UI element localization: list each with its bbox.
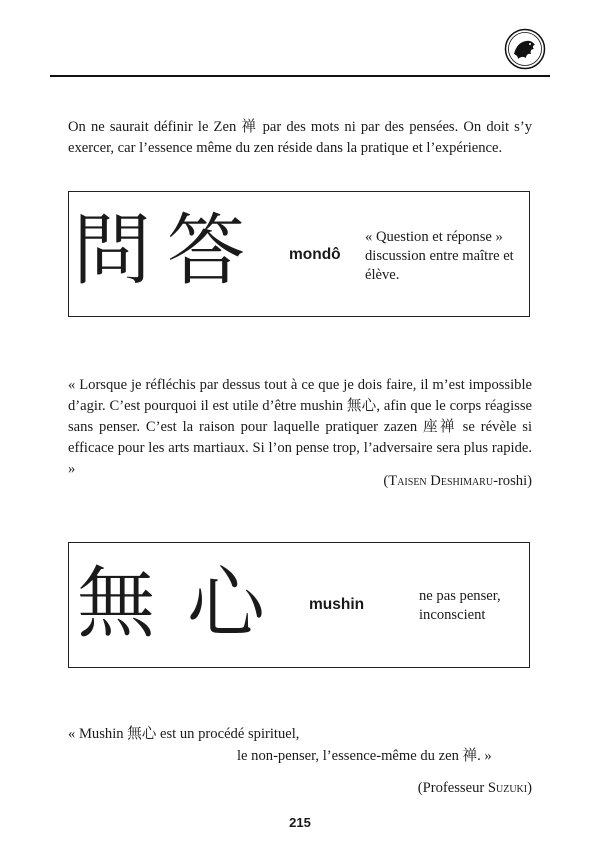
intro-paragraph: On ne saurait définir le Zen 禅 par des mots ni par des pensées. On doit s’y exercer, car l’essence même du zen réside dans la pratique et l’expérience.	[68, 119, 532, 156]
mushin-kanji: 無心	[77, 559, 298, 649]
mondo-kanji: 問答	[73, 206, 262, 296]
mondo-meaning: « Question et réponse » discussion entre maître et élève.	[365, 229, 514, 283]
citation-open: (	[383, 473, 389, 489]
citation-prefix: (Professeur	[417, 780, 488, 796]
header-rule	[50, 75, 550, 77]
page-number: 215	[289, 815, 311, 830]
mushin-box	[68, 542, 530, 668]
citation-suffix: -roshi)	[493, 473, 532, 489]
tiger-emblem-icon	[504, 28, 546, 70]
citation-author: Taisen Deshimaru	[388, 473, 494, 489]
deshimaru-citation	[383, 473, 532, 490]
suzuki-quote-line1: « Mushin 無心 est un procédé spirituel,	[68, 726, 300, 742]
mushin-meaning: ne pas penser, inconscient	[419, 588, 501, 623]
deshimaru-quote: « Lorsque je réfléchis par dessus tout à ce que je dois faire, il m’est impossible d’agir. C’est pourquoi il est utile d’être mushin 無心, afin que le corps réagisse sans penser. C’est la raison pour laquelle pratiquer zazen 座禅 se révèle si efficace pour les arts martiaux. Si l’on pense trop, l’adversaire sera plus rapide. »	[68, 377, 532, 477]
suzuki-citation	[418, 780, 532, 797]
citation-close: )	[527, 780, 532, 796]
mondo-box	[68, 191, 530, 317]
suzuki-quote-line2: le non-penser, l’essence-même du zen 禅. »	[237, 748, 492, 764]
citation-author: Suzuki	[487, 780, 528, 796]
mushin-romaji: mushin	[309, 596, 365, 613]
mondo-romaji: mondô	[289, 246, 341, 263]
